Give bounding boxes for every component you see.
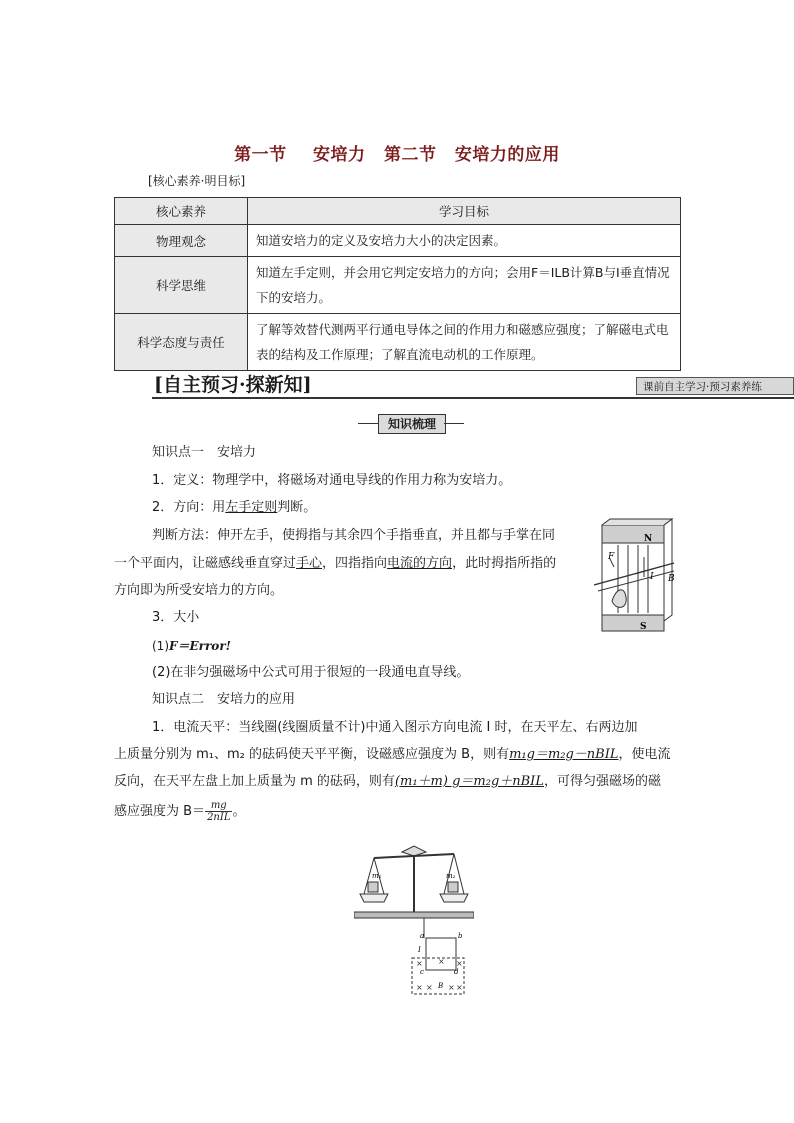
text: 判断。 bbox=[277, 500, 317, 515]
magnet-figure bbox=[594, 515, 680, 639]
label-m2: m₂ bbox=[446, 872, 456, 880]
label-north: N bbox=[644, 534, 653, 544]
kp1-heading: 知识点一 安培力 bbox=[152, 445, 257, 460]
section-label bbox=[358, 414, 466, 432]
text: ，此时拇指所指的 bbox=[452, 556, 557, 571]
kp1-formula2: (2)在非匀强磁场中公式可用于很短的一段通电直导线。 bbox=[152, 665, 470, 680]
label-force: F bbox=[608, 552, 615, 562]
text: ，可得匀强磁场的磁 bbox=[543, 774, 661, 789]
kp2-line2 bbox=[114, 744, 671, 766]
underlined-answer: 电流的方向 bbox=[387, 556, 453, 571]
title-part4: 安培力的应用 bbox=[454, 145, 560, 165]
table-cell-value: 知道左手定则，并会用它判定安培力的方向；会用F＝ILB计算B与I垂直情况下的安培力。 bbox=[248, 257, 681, 314]
core-literacy-table bbox=[114, 197, 681, 371]
underlined-answer: 左手定则 bbox=[225, 500, 278, 515]
kp1-method-line1: 判断方法：伸开左手，使拇指与其余四个手指垂直，并且都与手掌在同 bbox=[152, 528, 556, 543]
page-title bbox=[0, 140, 794, 165]
table-row bbox=[115, 314, 681, 371]
kp2-line3 bbox=[114, 771, 661, 793]
kp2-line1: 1．电流天平：当线圈(线圈质量不计)中通入图示方向电流 I 时，在天平左、右两边加 bbox=[152, 720, 638, 735]
text: 感应强度为 B＝ bbox=[114, 804, 206, 819]
kp1-method-line2 bbox=[114, 553, 556, 575]
underlined-answer: m₁g＝m₂g－nBIL bbox=[509, 747, 619, 762]
underlined-answer: 手心 bbox=[296, 556, 323, 571]
table-header: 学习目标 bbox=[248, 198, 681, 225]
field-cross: × bbox=[456, 959, 463, 968]
text: 。 bbox=[232, 804, 246, 819]
label-field: B bbox=[438, 982, 444, 990]
kp2-heading: 知识点二 安培力的应用 bbox=[152, 692, 296, 707]
fraction-denominator: 2nIL bbox=[207, 812, 231, 823]
text: (1) bbox=[152, 639, 169, 653]
text: ，使电流 bbox=[618, 747, 671, 762]
label-field: B bbox=[668, 574, 675, 584]
table-row bbox=[115, 225, 681, 257]
label-c: c bbox=[420, 968, 424, 976]
text: 反向，在天平左盘上加上质量为 m 的砝码，则有 bbox=[114, 774, 395, 789]
field-cross: × bbox=[456, 983, 463, 992]
kp2-line4 bbox=[114, 800, 245, 823]
kp1-size: 3．大小 bbox=[152, 610, 200, 625]
core-literacy-label: [核心素养·明目标] bbox=[148, 174, 246, 188]
field-cross: × bbox=[448, 983, 455, 992]
current-balance-figure bbox=[354, 842, 474, 1000]
table-cell-value: 知道安培力的定义及安培力大小的决定因素。 bbox=[248, 225, 681, 257]
label-m1: m₁ bbox=[372, 872, 382, 880]
kp1-definition: 1．定义：物理学中，将磁场对通电导线的作用力称为安培力。 bbox=[152, 473, 512, 488]
field-cross: × bbox=[426, 983, 433, 992]
kp1-direction bbox=[152, 497, 316, 519]
banner-tag: 课前自主学习·预习素养练 bbox=[636, 377, 794, 395]
table-cell-key: 物理观念 bbox=[115, 225, 248, 257]
label-b: b bbox=[458, 932, 463, 940]
title-part2: 安培力 bbox=[313, 145, 366, 165]
formula: F＝Error! bbox=[169, 639, 231, 653]
section-rule-left bbox=[358, 423, 378, 424]
table-cell-key: 科学态度与责任 bbox=[115, 314, 248, 371]
table-row bbox=[115, 257, 681, 314]
field-cross: × bbox=[416, 959, 423, 968]
fraction-numerator: mg bbox=[205, 800, 232, 812]
table-header: 核心素养 bbox=[115, 198, 248, 225]
underlined-answer: (m₁＋m) g＝m₂g＋nBIL bbox=[394, 774, 544, 789]
label-a: a bbox=[420, 932, 425, 940]
label-d: d bbox=[454, 968, 459, 976]
fraction bbox=[205, 800, 232, 823]
label-current: I bbox=[650, 572, 654, 582]
text: 2．方向：用 bbox=[152, 500, 226, 515]
kp1-formula1 bbox=[152, 635, 231, 657]
section-label-text: 知识梳理 bbox=[378, 414, 446, 434]
title-part1: 第一节 bbox=[234, 145, 287, 165]
section-rule-right bbox=[444, 423, 464, 424]
text: 上质量分别为 m₁、m₂ 的砝码使天平平衡，设磁感应强度为 B，则有 bbox=[114, 747, 510, 762]
text: 一个平面内，让磁感线垂直穿过 bbox=[114, 556, 297, 571]
label-south: S bbox=[640, 622, 647, 632]
field-cross: × bbox=[416, 983, 423, 992]
kp1-method-line3: 方向即为所受安培力的方向。 bbox=[114, 583, 284, 598]
table-header-row bbox=[115, 198, 681, 225]
table-cell-key: 科学思维 bbox=[115, 257, 248, 314]
label-current: I bbox=[418, 946, 421, 954]
text: ，四指指向 bbox=[322, 556, 388, 571]
banner-title: [自主预习·探新知] bbox=[154, 374, 312, 396]
table-cell-value: 了解等效替代测两平行通电导体之间的作用力和磁感应强度；了解磁电式电表的结构及工作原理；了解直流电动机的工作原理。 bbox=[248, 314, 681, 371]
field-cross: × bbox=[438, 957, 445, 966]
title-part3: 第二节 bbox=[383, 145, 437, 165]
